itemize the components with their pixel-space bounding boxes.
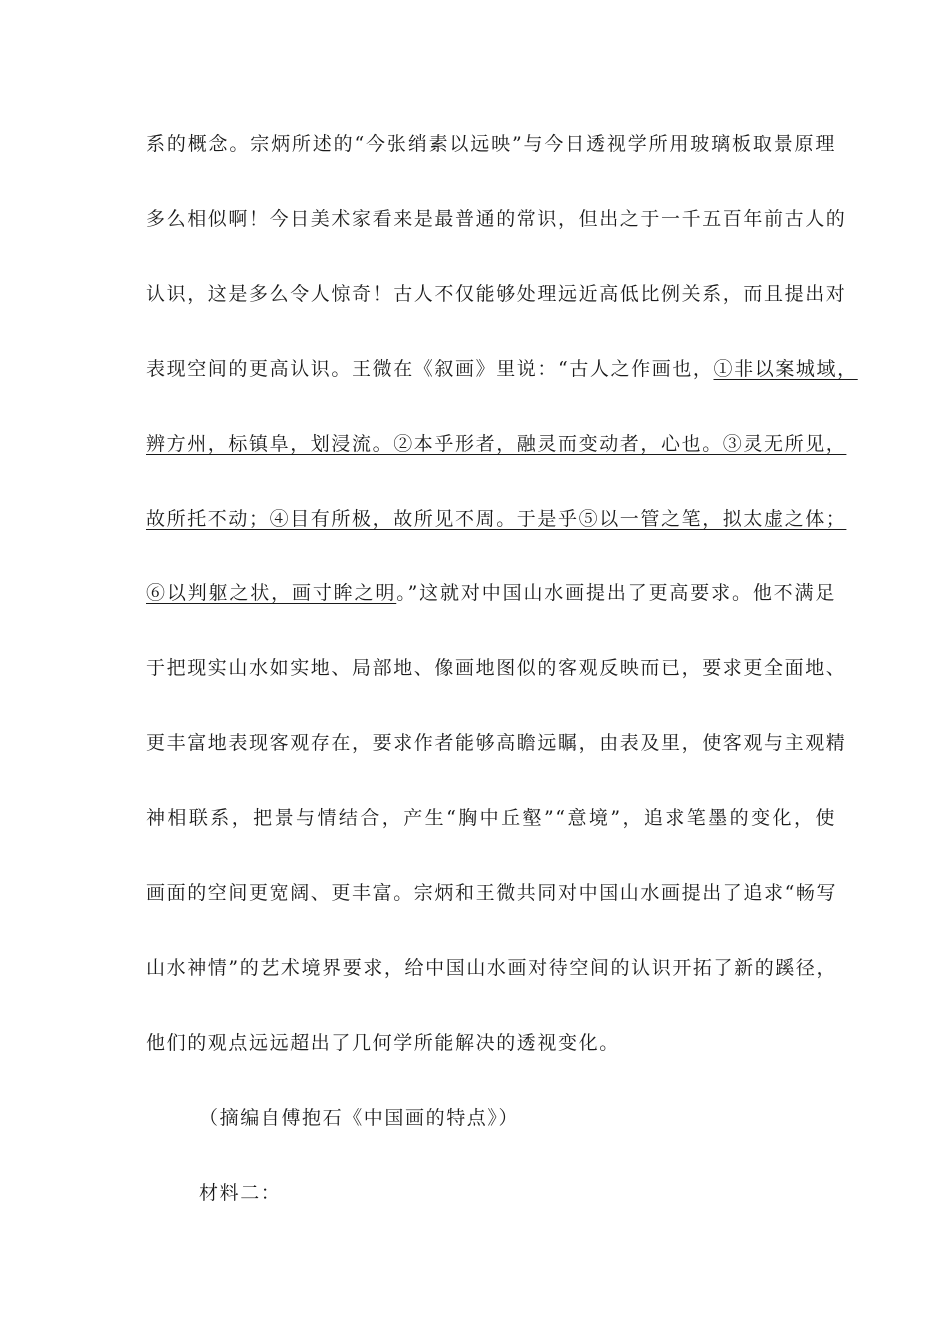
material-label (199, 1179, 281, 1207)
underlined-quote: ⑥以判躯之状，画寸眸之明 (146, 582, 397, 604)
paragraph-line (146, 280, 847, 308)
line-text: 表现空间的更高认识。王微在《叙画》里说：“古人之作画也， (146, 358, 714, 380)
line-text: 。”这就对中国山水画提出了更高要求。他不满足 (396, 582, 836, 604)
paragraph-line (146, 654, 847, 682)
source-citation (199, 1104, 519, 1132)
line-text: 系的概念。宗炳所述的“今张绡素以远映”与今日透视学所用玻璃板取景原理 (146, 133, 836, 155)
underlined-quote: ①非以案城域， (713, 358, 858, 380)
paragraph-line (146, 729, 847, 757)
line-text: 山水神情”的艺术境界要求，给中国山水画对待空间的认识开拓了新的蹊径， (146, 957, 838, 979)
line-text: 多么相似啊！今日美术家看来是最普通的常识，但出之于一千五百年前古人的 (146, 208, 847, 230)
line-text: 画面的空间更宽阔、更丰富。宗炳和王微共同对中国山水画提出了追求“畅写 (146, 882, 838, 904)
paragraph-line-underlined (146, 430, 847, 458)
paragraph-line-underlined (146, 505, 847, 533)
paragraph-line (146, 205, 847, 233)
paragraph-line (146, 954, 836, 982)
material-label-text: 材料二： (199, 1182, 282, 1204)
paragraph-line (146, 804, 836, 832)
underlined-quote: 辨方州，标镇阜，划浸流。②本乎形者，融灵而变动者，心也。③灵无所见， (146, 433, 847, 455)
underlined-quote: 故所托不动；④目有所极，故所见不周。于是乎⑤以一管之笔，拟太虚之体； (146, 508, 847, 530)
line-text: 神相联系，把景与情结合，产生“胸中丘壑”“意境”，追求笔墨的变化，使 (146, 807, 836, 829)
paragraph-line (146, 355, 858, 383)
line-text: 于把现实山水如实地、局部地、像画地图似的客观反映而已，要求更全面地、 (146, 657, 847, 679)
line-text: 更丰富地表现客观存在，要求作者能够高瞻远瞩，由表及里，使客观与主观精 (146, 732, 847, 754)
line-text: 他们的观点远远超出了几何学所能解决的透视变化。 (146, 1032, 620, 1054)
paragraph-line (146, 1029, 836, 1057)
source-text: （摘编自傅抱石《中国画的特点》） (199, 1107, 520, 1129)
line-text: 认识，这是多么令人惊奇！古人不仅能够处理远近高低比例关系，而且提出对 (146, 283, 847, 305)
paragraph-line (146, 130, 836, 158)
paragraph-line (146, 879, 836, 907)
paragraph-line (146, 579, 836, 607)
